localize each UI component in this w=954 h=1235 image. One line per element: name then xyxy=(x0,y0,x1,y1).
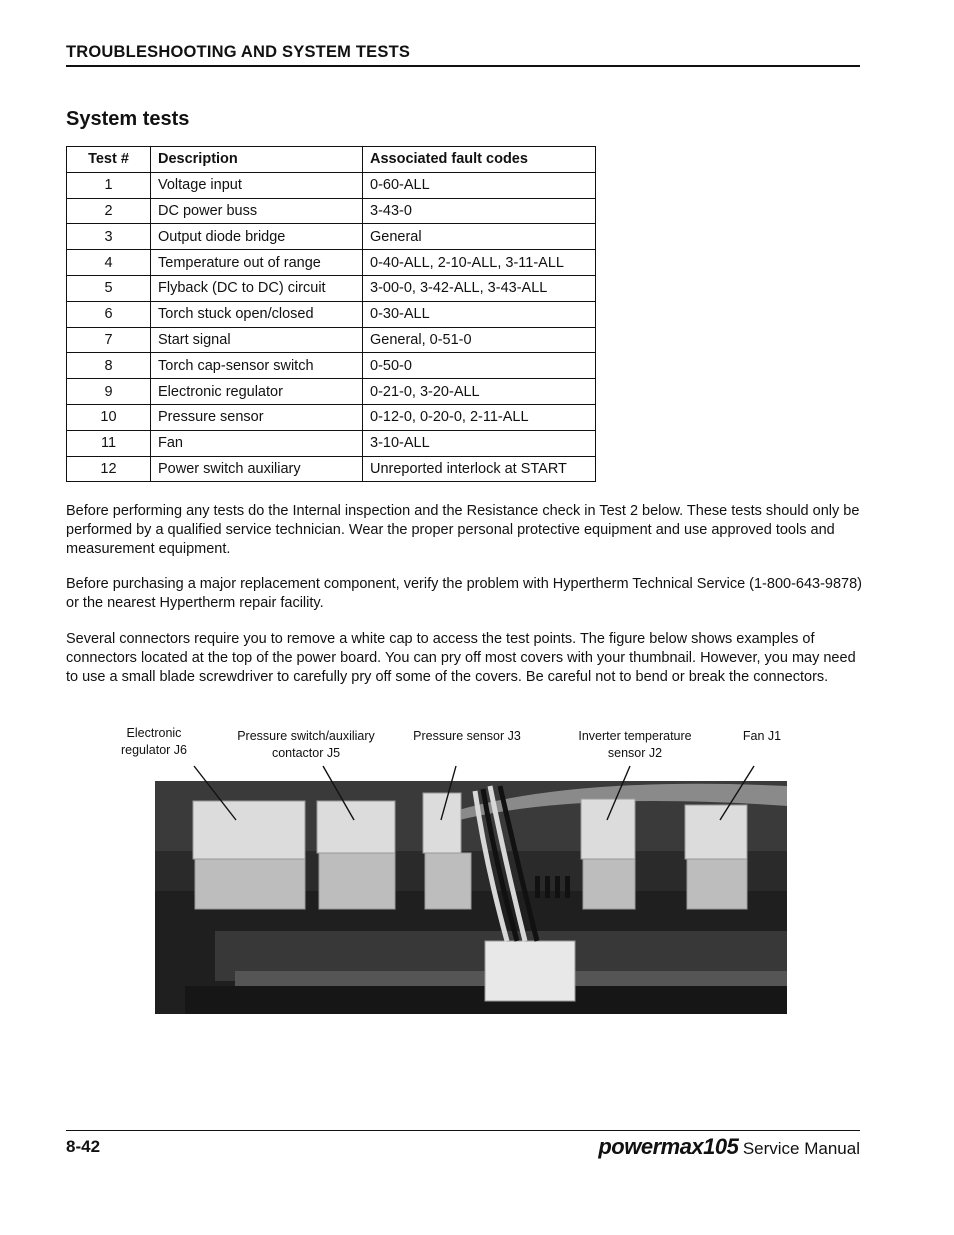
fault-codes-cell: 3-10-ALL xyxy=(363,430,596,456)
fault-codes-cell: 0-30-ALL xyxy=(363,301,596,327)
description-cell: Temperature out of range xyxy=(151,250,363,276)
fault-codes-cell: 0-60-ALL xyxy=(363,172,596,198)
page-header xyxy=(66,43,860,67)
system-tests-table xyxy=(66,146,596,482)
connector-photo xyxy=(155,781,787,1014)
table-row xyxy=(67,327,596,353)
section-title: System tests xyxy=(66,108,190,130)
fault-codes-cell: General xyxy=(363,224,596,250)
test-number-cell: 5 xyxy=(67,275,151,301)
test-number-cell: 3 xyxy=(67,224,151,250)
test-number-cell: 9 xyxy=(67,379,151,405)
fault-codes-cell: 3-43-0 xyxy=(363,198,596,224)
fault-codes-cell: 0-50-0 xyxy=(363,353,596,379)
paragraph-connector-caps: Several connectors require you to remove a white cap to access the test points. The figure below shows examples of connectors located at the top of the power board. You can pry off most covers with your thumbnail. However, you may need to use a small blade screwdriver to carefully pry off some of the covers. Be careful not to bend or break the connectors. xyxy=(66,631,856,685)
test-number-cell: 10 xyxy=(67,404,151,430)
description-cell: Start signal xyxy=(151,327,363,353)
fault-codes-cell: 0-21-0, 3-20-ALL xyxy=(363,379,596,405)
fault-codes-cell: General, 0-51-0 xyxy=(363,327,596,353)
test-number-cell: 6 xyxy=(67,301,151,327)
table-header-row xyxy=(67,147,596,173)
test-number-cell: 4 xyxy=(67,250,151,276)
description-cell: Torch stuck open/closed xyxy=(151,301,363,327)
header-title: TROUBLESHOOTING AND SYSTEM TESTS xyxy=(66,43,411,61)
description-cell: Pressure sensor xyxy=(151,404,363,430)
description-cell: DC power buss xyxy=(151,198,363,224)
description-cell: Voltage input xyxy=(151,172,363,198)
description-cell: Torch cap-sensor switch xyxy=(151,353,363,379)
callout-pressure-sensor: Pressure sensor J3 xyxy=(413,729,521,743)
callout-electronic-regulator: Electronic regulator J6 xyxy=(120,726,187,757)
table-row xyxy=(67,456,596,482)
table-row xyxy=(67,430,596,456)
fault-codes-cell: 3-00-0, 3-42-ALL, 3-43-ALL xyxy=(363,275,596,301)
test-number-cell: 2 xyxy=(67,198,151,224)
column-header-test-number: Test # xyxy=(67,147,151,173)
table-row xyxy=(67,250,596,276)
column-header-description: Description xyxy=(151,147,363,173)
table-row xyxy=(67,172,596,198)
description-cell: Flyback (DC to DC) circuit xyxy=(151,275,363,301)
table-row xyxy=(67,198,596,224)
table-row xyxy=(67,301,596,327)
callout-fan: Fan J1 xyxy=(742,729,782,743)
table-row xyxy=(67,353,596,379)
manual-title xyxy=(598,1134,860,1160)
page-footer xyxy=(66,1130,860,1159)
fault-codes-cell: Unreported interlock at START xyxy=(363,456,596,482)
page-number: 8-42 xyxy=(66,1137,101,1156)
callout-pressure-switch: Pressure switch/auxiliary contactor J5 xyxy=(237,729,375,760)
fault-codes-cell: 0-12-0, 0-20-0, 2-11-ALL xyxy=(363,404,596,430)
callout-inverter-temperature: Inverter temperature sensor J2 xyxy=(578,729,692,760)
description-cell: Fan xyxy=(151,430,363,456)
manual-suffix: Service Manual xyxy=(742,1139,860,1158)
test-number-cell: 12 xyxy=(67,456,151,482)
test-number-cell: 7 xyxy=(67,327,151,353)
test-number-cell: 11 xyxy=(67,430,151,456)
column-header-fault-codes: Associated fault codes xyxy=(363,147,596,173)
brand-logo: powermax105 xyxy=(598,1134,739,1159)
test-number-cell: 8 xyxy=(67,353,151,379)
test-number-cell: 1 xyxy=(67,172,151,198)
table-row xyxy=(67,404,596,430)
description-cell: Electronic regulator xyxy=(151,379,363,405)
paragraph-technical-service: Before purchasing a major replacement component, verify the problem with Hypertherm Technical Service (1-800-643-9878) or the nearest Hypertherm repair facility. xyxy=(66,576,863,611)
table-row xyxy=(67,224,596,250)
fault-codes-cell: 0-40-ALL, 2-10-ALL, 3-11-ALL xyxy=(363,250,596,276)
table-row xyxy=(67,379,596,405)
table-row xyxy=(67,275,596,301)
description-cell: Power switch auxiliary xyxy=(151,456,363,482)
paragraph-inspection-note: Before performing any tests do the Internal inspection and the Resistance check in Test 2 below. These tests should only be performed by a qualified service technician. Wear the proper personal protective equipment and use approved tools and measurement equipment. xyxy=(66,503,860,557)
description-cell: Output diode bridge xyxy=(151,224,363,250)
